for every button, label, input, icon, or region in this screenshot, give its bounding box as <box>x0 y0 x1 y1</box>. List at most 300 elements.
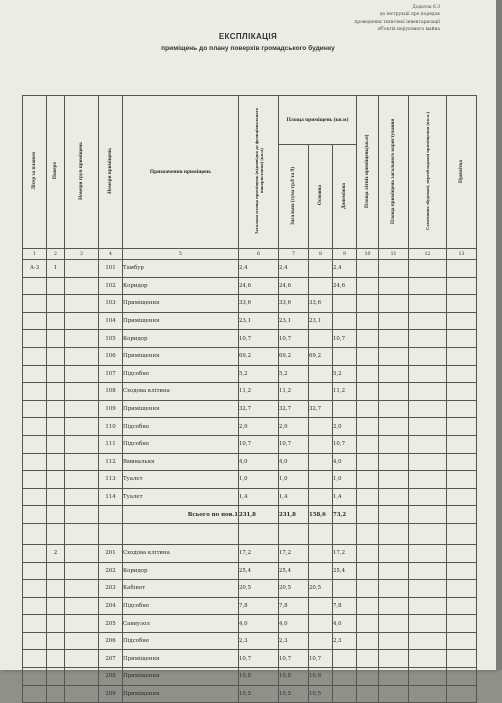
cell-litera <box>23 632 47 650</box>
floor-1-rows <box>23 260 477 506</box>
cell-poverkh <box>47 488 65 506</box>
page-edge <box>496 0 502 670</box>
cell-c6: 5,2 <box>239 365 279 383</box>
cell-empty <box>65 295 99 313</box>
cell-empty <box>379 650 409 668</box>
cell-c6: 33,6 <box>239 295 279 313</box>
cell-name: Приміщення <box>123 295 239 313</box>
cell-c7: 11,2 <box>279 383 309 401</box>
cell-c6: 10,8 <box>239 668 279 686</box>
table-row <box>23 330 477 348</box>
cell-empty <box>409 632 447 650</box>
cell-empty <box>65 260 99 278</box>
table-row <box>23 471 477 489</box>
cell-c9 <box>333 668 357 686</box>
cell-empty <box>357 544 379 562</box>
cell-empty <box>65 418 99 436</box>
cell-empty <box>447 295 477 313</box>
cell-empty <box>409 435 447 453</box>
cell-c8 <box>309 562 333 580</box>
cell-empty <box>379 295 409 313</box>
header-poverkh: Поверх <box>47 96 65 249</box>
appendix-line-1: Додаток 6.3 <box>412 5 440 10</box>
cell-empty <box>447 544 477 562</box>
cell-name: Приміщення <box>123 400 239 418</box>
cell-litera <box>23 544 47 562</box>
cell-empty <box>447 580 477 598</box>
cell-poverkh <box>47 685 65 703</box>
cell-litera <box>23 295 47 313</box>
cell-empty <box>357 418 379 436</box>
cell-c7: 2,3 <box>279 632 309 650</box>
cell-empty <box>409 615 447 633</box>
cell-c8 <box>309 544 333 562</box>
cell-c7: 5,2 <box>279 365 309 383</box>
cell-poverkh <box>47 312 65 330</box>
cell-c6: 2,0 <box>239 418 279 436</box>
cell-c9: 2,3 <box>333 632 357 650</box>
cell-c8 <box>309 365 333 383</box>
col-number: 11 <box>379 249 409 260</box>
table-row <box>23 260 477 278</box>
appendix-line-4: об'єктів нерухомого майна <box>377 27 440 33</box>
cell-c7: 10,7 <box>279 650 309 668</box>
cell-empty <box>379 488 409 506</box>
cell-empty <box>379 277 409 295</box>
cell-name: Підсобне <box>123 418 239 436</box>
cell-poverkh: 1 <box>47 260 65 278</box>
cell-poverkh <box>47 347 65 365</box>
cell-c7: 23,1 <box>279 312 309 330</box>
cell-empty <box>65 435 99 453</box>
cell-c8: 32,7 <box>309 400 333 418</box>
cell-empty <box>409 597 447 615</box>
cell-c8 <box>309 330 333 348</box>
cell-empty <box>65 580 99 598</box>
cell-name: Сходова клітина <box>123 544 239 562</box>
cell-c9: 1,0 <box>333 471 357 489</box>
cell-empty <box>409 365 447 383</box>
cell-litera <box>23 471 47 489</box>
cell-poverkh <box>47 453 65 471</box>
cell-empty <box>65 488 99 506</box>
explication-table <box>22 95 477 703</box>
cell-c9 <box>333 400 357 418</box>
cell-empty <box>357 488 379 506</box>
cell-room: 205 <box>99 615 123 633</box>
cell-room: 102 <box>99 277 123 295</box>
cell-poverkh <box>47 295 65 313</box>
cell-c9: 4,0 <box>333 615 357 633</box>
cell-name: Коридор <box>123 562 239 580</box>
header-general: Загальна (сума гр.8 та 9) <box>279 145 309 249</box>
cell-empty <box>357 277 379 295</box>
cell-empty <box>357 330 379 348</box>
table-row <box>23 597 477 615</box>
cell-c6: 25,4 <box>239 562 279 580</box>
cell-name: Сходова клітина <box>123 383 239 401</box>
cell-litera <box>23 597 47 615</box>
cell-name: Підсобне <box>123 597 239 615</box>
cell-c6: 1,0 <box>239 471 279 489</box>
cell-litera <box>23 580 47 598</box>
table-row <box>23 544 477 562</box>
cell-c8 <box>309 383 333 401</box>
header-area-group: Площа приміщень (кв.м) <box>279 96 357 145</box>
cell-c8: 69,2 <box>309 347 333 365</box>
cell-c9: 4,0 <box>333 453 357 471</box>
table-row <box>23 488 477 506</box>
table-row <box>23 277 477 295</box>
cell-litera <box>23 650 47 668</box>
cell-room: 107 <box>99 365 123 383</box>
cell-name: Тамбур <box>123 260 239 278</box>
cell-c8 <box>309 453 333 471</box>
cell-empty <box>357 295 379 313</box>
table-row <box>23 562 477 580</box>
cell-room: 104 <box>99 312 123 330</box>
cell-c8 <box>309 435 333 453</box>
cell-litera <box>23 277 47 295</box>
header-summer: Площа літніх приміщень(кв.м) <box>357 96 379 249</box>
document-title: ЕКСПЛІКАЦІЯ <box>218 32 278 41</box>
cell-empty <box>65 471 99 489</box>
cell-c9 <box>333 580 357 598</box>
cell-room: 105 <box>99 330 123 348</box>
cell-c8: 23,1 <box>309 312 333 330</box>
cell-c8 <box>309 597 333 615</box>
cell-c7: 69,2 <box>279 347 309 365</box>
cell-c9: 11,2 <box>333 383 357 401</box>
cell-empty <box>357 312 379 330</box>
cell-name: Коридор <box>123 330 239 348</box>
cell-empty <box>409 418 447 436</box>
cell-c6: 4,0 <box>239 453 279 471</box>
cell-poverkh <box>47 580 65 598</box>
cell-empty <box>409 544 447 562</box>
cell-empty <box>379 562 409 580</box>
cell-empty <box>65 312 99 330</box>
cell-name: Підсобне <box>123 365 239 383</box>
cell-c9: 10,7 <box>333 435 357 453</box>
cell-name: Туалет <box>123 488 239 506</box>
cell-c9 <box>333 312 357 330</box>
cell-name: Коридор <box>123 277 239 295</box>
table-row <box>23 453 477 471</box>
cell-empty <box>357 580 379 598</box>
cell-empty <box>447 418 477 436</box>
cell-empty <box>379 312 409 330</box>
cell-empty <box>379 668 409 686</box>
cell-empty <box>409 471 447 489</box>
cell-poverkh <box>47 435 65 453</box>
cell-poverkh <box>47 277 65 295</box>
column-numbers-row <box>23 249 477 260</box>
cell-empty <box>409 383 447 401</box>
cell-empty <box>65 615 99 633</box>
cell-litera <box>23 453 47 471</box>
cell-c6: 4,0 <box>239 615 279 633</box>
cell-c9 <box>333 347 357 365</box>
header-aux: Допоміжна <box>333 145 357 249</box>
cell-empty <box>379 400 409 418</box>
cell-name: Приміщення <box>123 685 239 703</box>
cell-empty <box>65 562 99 580</box>
cell-empty <box>447 453 477 471</box>
cell-room: 114 <box>99 488 123 506</box>
table-row <box>23 295 477 313</box>
cell-room: 109 <box>99 400 123 418</box>
cell-litera <box>23 562 47 580</box>
cell-empty <box>379 330 409 348</box>
cell-room: 113 <box>99 471 123 489</box>
cell-empty <box>447 400 477 418</box>
cell-litera <box>23 685 47 703</box>
cell-c6: 23,1 <box>239 312 279 330</box>
header-group-no: Номери груп приміщень <box>65 96 99 249</box>
total-c8: 158,6 <box>309 506 333 524</box>
header-common-use: Площа приміщень загального користування <box>379 96 409 249</box>
cell-empty <box>357 471 379 489</box>
cell-poverkh <box>47 330 65 348</box>
cell-c9 <box>333 650 357 668</box>
cell-empty <box>357 383 379 401</box>
table-row <box>23 400 477 418</box>
cell-c6: 1,4 <box>239 488 279 506</box>
cell-c6: 10,5 <box>239 685 279 703</box>
table-row <box>23 365 477 383</box>
cell-c8 <box>309 615 333 633</box>
cell-litera <box>23 347 47 365</box>
cell-empty <box>379 435 409 453</box>
table-row <box>23 668 477 686</box>
cell-c7: 2,0 <box>279 418 309 436</box>
col-number: 9 <box>333 249 357 260</box>
cell-empty <box>357 260 379 278</box>
cell-empty <box>409 295 447 313</box>
cell-litera <box>23 330 47 348</box>
header-total-area-room: Загальна площа приміщень (відповідно до функціонального використання) (кв.м) <box>239 96 279 249</box>
table-row <box>23 685 477 703</box>
header-litera: Літер за планом <box>23 96 47 249</box>
cell-c8: 10,7 <box>309 650 333 668</box>
col-number: 4 <box>99 249 123 260</box>
cell-empty <box>409 580 447 598</box>
cell-empty <box>65 277 99 295</box>
cell-room: 108 <box>99 383 123 401</box>
cell-empty <box>357 597 379 615</box>
cell-c9 <box>333 295 357 313</box>
cell-empty <box>409 562 447 580</box>
table-row <box>23 632 477 650</box>
cell-empty <box>357 562 379 580</box>
cell-c8: 20,5 <box>309 580 333 598</box>
cell-empty <box>447 615 477 633</box>
cell-room: 206 <box>99 632 123 650</box>
cell-empty <box>409 488 447 506</box>
cell-c7: 2,4 <box>279 260 309 278</box>
cell-c7: 32,7 <box>279 400 309 418</box>
cell-c7: 20,5 <box>279 580 309 598</box>
cell-empty <box>379 347 409 365</box>
cell-empty <box>65 632 99 650</box>
cell-c6: 32,7 <box>239 400 279 418</box>
cell-c7: 1,0 <box>279 471 309 489</box>
cell-c6: 7,8 <box>239 597 279 615</box>
cell-name: Санвузол <box>123 615 239 633</box>
cell-c7: 10,8 <box>279 668 309 686</box>
cell-room: 111 <box>99 435 123 453</box>
cell-empty <box>447 650 477 668</box>
cell-empty <box>447 685 477 703</box>
cell-empty <box>379 632 409 650</box>
cell-empty <box>447 277 477 295</box>
cell-empty <box>65 383 99 401</box>
col-number: 1 <box>23 249 47 260</box>
cell-name: Туалет <box>123 471 239 489</box>
cell-empty <box>447 471 477 489</box>
cell-litera <box>23 668 47 686</box>
cell-empty <box>447 562 477 580</box>
cell-c8 <box>309 471 333 489</box>
cell-c8 <box>309 632 333 650</box>
cell-empty <box>379 471 409 489</box>
cell-poverkh <box>47 365 65 383</box>
cell-poverkh <box>47 650 65 668</box>
table-row <box>23 580 477 598</box>
appendix-note <box>270 4 440 34</box>
cell-c9: 7,8 <box>333 597 357 615</box>
cell-poverkh <box>47 615 65 633</box>
header-room-no: Номери приміщень <box>99 96 123 249</box>
cell-empty <box>65 400 99 418</box>
cell-room: 201 <box>99 544 123 562</box>
cell-c9: 5,2 <box>333 365 357 383</box>
cell-litera <box>23 365 47 383</box>
cell-poverkh: 2 <box>47 544 65 562</box>
cell-empty <box>357 365 379 383</box>
cell-empty <box>409 347 447 365</box>
table-row <box>23 615 477 633</box>
total-c7: 231,8 <box>279 506 309 524</box>
cell-c6: 10,7 <box>239 650 279 668</box>
cell-name: Приміщення <box>123 668 239 686</box>
col-number: 13 <box>447 249 477 260</box>
total-c9: 73,2 <box>333 506 357 524</box>
cell-empty <box>65 330 99 348</box>
cell-empty <box>409 685 447 703</box>
cell-c9: 10,7 <box>333 330 357 348</box>
cell-empty <box>409 312 447 330</box>
table-row <box>23 418 477 436</box>
cell-empty <box>379 418 409 436</box>
cell-empty <box>409 260 447 278</box>
floor-2-rows <box>23 544 477 702</box>
cell-empty <box>447 347 477 365</box>
cell-c7: 17,2 <box>279 544 309 562</box>
cell-litera <box>23 435 47 453</box>
cell-c9: 1,4 <box>333 488 357 506</box>
cell-poverkh <box>47 668 65 686</box>
cell-empty <box>379 365 409 383</box>
cell-c9: 17,2 <box>333 544 357 562</box>
cell-name: Кабінет <box>123 580 239 598</box>
cell-c7: 4,0 <box>279 453 309 471</box>
cell-room: 202 <box>99 562 123 580</box>
cell-c7: 1,4 <box>279 488 309 506</box>
col-number: 6 <box>239 249 279 260</box>
cell-c6: 17,2 <box>239 544 279 562</box>
cell-empty <box>357 347 379 365</box>
document-subtitle: приміщень до плану поверхів громадського будинку <box>161 45 335 52</box>
cell-c7: 24,6 <box>279 277 309 295</box>
cell-empty <box>447 488 477 506</box>
cell-poverkh <box>47 562 65 580</box>
cell-litera <box>23 400 47 418</box>
cell-empty <box>409 277 447 295</box>
cell-empty <box>447 312 477 330</box>
col-number: 12 <box>409 249 447 260</box>
header-purpose: Призначення приміщень <box>123 96 239 249</box>
cell-c6: 20,5 <box>239 580 279 598</box>
cell-c7: 25,4 <box>279 562 309 580</box>
appendix-line-2: до інструкції про порядок <box>379 12 440 18</box>
cell-poverkh <box>47 383 65 401</box>
cell-empty <box>379 597 409 615</box>
cell-empty <box>379 453 409 471</box>
cell-empty <box>447 383 477 401</box>
cell-c7: 10,5 <box>279 685 309 703</box>
cell-c7: 10,7 <box>279 330 309 348</box>
col-number: 7 <box>279 249 309 260</box>
col-number: 5 <box>123 249 239 260</box>
cell-c8 <box>309 277 333 295</box>
cell-empty <box>357 685 379 703</box>
cell-empty <box>65 365 99 383</box>
cell-c9: 25,4 <box>333 562 357 580</box>
cell-c6: 69,2 <box>239 347 279 365</box>
cell-name: Приміщення <box>123 312 239 330</box>
cell-litera <box>23 488 47 506</box>
table-row <box>23 650 477 668</box>
cell-litera <box>23 312 47 330</box>
col-number: 8 <box>309 249 333 260</box>
cell-empty <box>379 383 409 401</box>
cell-litera <box>23 418 47 436</box>
table-row <box>23 312 477 330</box>
cell-c8 <box>309 418 333 436</box>
cell-room: 207 <box>99 650 123 668</box>
col-number: 2 <box>47 249 65 260</box>
cell-empty <box>379 544 409 562</box>
cell-empty <box>409 453 447 471</box>
cell-empty <box>379 685 409 703</box>
cell-c9: 24,6 <box>333 277 357 295</box>
cell-name: Підсобне <box>123 435 239 453</box>
cell-c7: 4,0 <box>279 615 309 633</box>
cell-c6: 11,2 <box>239 383 279 401</box>
cell-empty <box>409 668 447 686</box>
total-label: Всього по пов.1 <box>123 506 239 524</box>
cell-empty <box>65 650 99 668</box>
header-engineering: Самочинно збудовані, переобладнані приміщення (кв.м.) <box>409 96 447 249</box>
cell-poverkh <box>47 597 65 615</box>
cell-empty <box>409 650 447 668</box>
cell-empty <box>65 347 99 365</box>
cell-name: Приміщення <box>123 347 239 365</box>
cell-empty <box>447 597 477 615</box>
cell-c9: 2,4 <box>333 260 357 278</box>
